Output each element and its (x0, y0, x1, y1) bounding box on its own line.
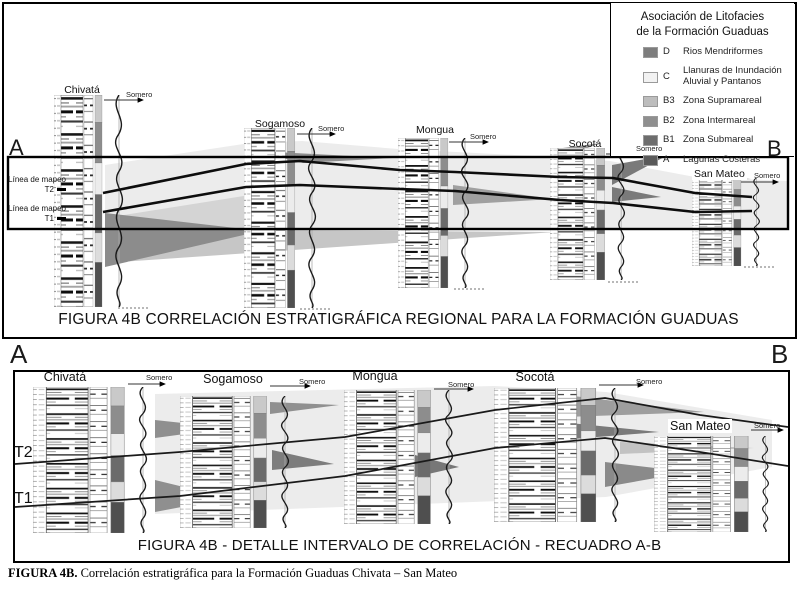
bottom-panel-title: FIGURA 4B - DETALLE INTERVALO DE CORRELACIÓN - RECUADRO A-B (137, 537, 662, 554)
legend-code: B1 (663, 134, 675, 146)
legend-code: A (663, 153, 670, 165)
legend-label: Rios Mendriformes (683, 46, 763, 58)
column-title-chivata-top: Chivatá (64, 84, 100, 96)
legend-item-c (643, 66, 790, 87)
horizon-label-t1: T1 (14, 490, 33, 507)
bottom-panel-detail-correlation (13, 370, 790, 563)
section-endpoint-b-detail: B (771, 339, 789, 369)
legend-swatch-b3 (643, 96, 658, 107)
legend-code: D (663, 46, 670, 58)
column-title-socota-top: Socotá (568, 138, 602, 150)
figure-caption-text: Correlación estratigráfica para la Formación Guaduas Chivata – San Mateo (77, 566, 458, 580)
legend-label: Zona Submareal (683, 134, 754, 146)
legend-title-line1: Asociación de Litofacies (640, 11, 765, 23)
legend-swatch-a (643, 155, 658, 166)
map-line-label-t1 (6, 204, 66, 223)
legend-swatch-b2 (643, 116, 658, 127)
column-title-sogamoso-top: Sogamoso (254, 118, 306, 130)
column-title-chivata-detail: Chivatá (43, 370, 87, 384)
legend-swatch-d (643, 47, 658, 58)
somero-label: Somero (146, 373, 173, 382)
strat-column-chivata (54, 95, 102, 307)
legend-code: C (663, 70, 670, 82)
column-title-socota-detail: Socotá (515, 370, 555, 384)
map-line-code: T1 (44, 214, 54, 223)
map-line-label-t2 (6, 175, 66, 194)
bottom-panel-graphic (15, 372, 788, 561)
somero-label: Somero (470, 132, 497, 141)
legend-label: Llanuras de Inundación Aluvial y Pantanos (683, 65, 782, 87)
column-title-sogamoso-detail: Sogamoso (203, 372, 263, 386)
legend-label: Lagunas Costeras (683, 153, 761, 165)
section-endpoint-a-detail: A (10, 339, 28, 369)
legend-title (611, 10, 794, 40)
somero-label: Somero (126, 90, 153, 99)
legend-code: B3 (663, 95, 675, 107)
figure-caption-number: FIGURA 4B. (8, 566, 78, 580)
map-line-text: Línea de mapeo (8, 204, 66, 213)
somero-label: Somero (318, 124, 345, 133)
legend-item-b3 (643, 96, 790, 107)
map-line-tick (57, 217, 66, 220)
legend-item-b2 (643, 116, 790, 127)
legend-title-line2: de la Formación Guaduas (636, 25, 769, 38)
somero-label: Somero (754, 421, 781, 430)
somero-label: Somero (754, 171, 781, 180)
section-endpoint-a-top: A (9, 135, 24, 160)
column-title-mongua-top: Mongua (416, 124, 454, 136)
legend-code: B2 (663, 114, 675, 126)
figure-caption (8, 566, 457, 581)
section-endpoint-b-top: B (767, 136, 782, 161)
legend-swatch-c (643, 72, 658, 83)
top-panel-title: FIGURA 4B CORRELACIÓN ESTRATIGRÁFICA REGIONAL PARA LA FORMACIÓN GUADUAS (58, 311, 739, 328)
somero-label: Somero (448, 380, 475, 389)
legend-item-d (643, 47, 790, 58)
facies-curve-chivata-detail (140, 387, 147, 533)
somero-label: Somero (636, 144, 663, 153)
legend-label: Zona Intermareal (683, 114, 756, 126)
map-line-text: Línea de mapeo (8, 175, 66, 184)
horizon-label-t2: T2 (14, 444, 33, 461)
somero-label: Somero (299, 377, 326, 386)
legend-label: Zona Supramareal (683, 95, 762, 107)
map-line-code: T2 (44, 185, 54, 194)
column-title-sanmateo-top: San Mateo (694, 168, 745, 180)
litofacies-legend (610, 3, 794, 165)
map-line-tick (57, 188, 66, 191)
column-title-sanmateo-detail: San Mateo (670, 419, 731, 433)
column-title-mongua-detail: Mongua (352, 369, 398, 383)
somero-label: Somero (636, 377, 663, 386)
